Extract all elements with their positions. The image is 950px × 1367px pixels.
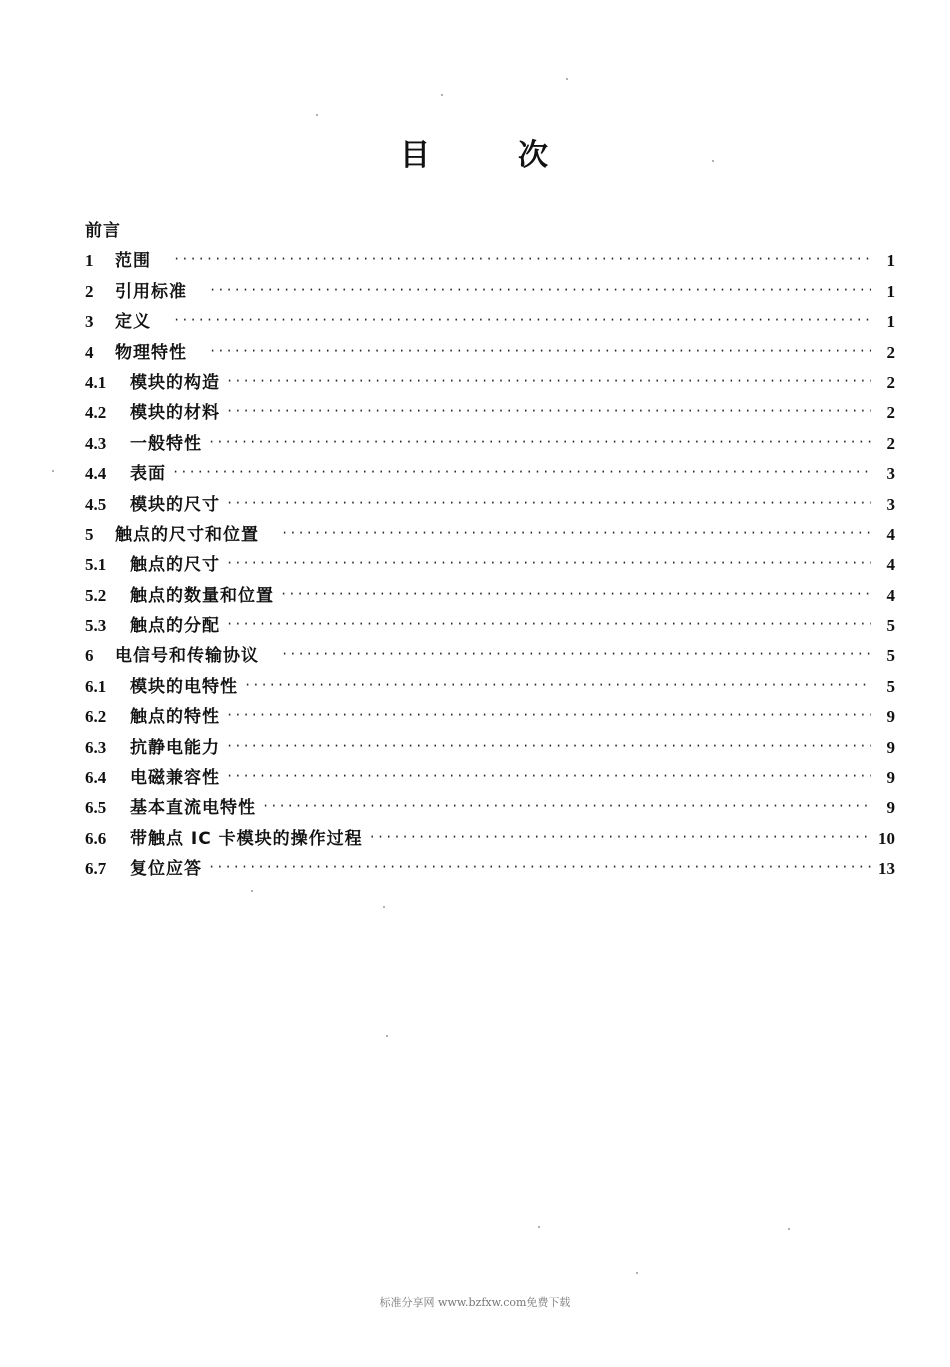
toc-entry-label: 一般特性: [130, 433, 202, 454]
toc-entry[interactable]: [85, 368, 895, 398]
toc-entry-page-number: 9: [886, 798, 895, 818]
toc-entry-label: 物理特性: [115, 342, 187, 363]
footer-watermark: 标准分享网 www.bzfxw.com免费下载: [379, 1296, 571, 1309]
toc-dot-leader: [280, 579, 871, 609]
toc-dot-leader: [226, 761, 871, 791]
toc-entry-page-number: 9: [886, 737, 895, 757]
toc-entry[interactable]: [85, 733, 895, 763]
scan-speck: [538, 1226, 540, 1228]
table-of-contents: [85, 216, 895, 885]
toc-entry-page-number: 4: [886, 524, 895, 544]
toc-entry-page-number: 4: [886, 555, 895, 575]
scan-speck: [383, 906, 385, 908]
toc-dot-leader: [208, 427, 871, 457]
toc-entry-number: 5.2: [85, 585, 107, 605]
toc-preface[interactable]: [85, 216, 895, 246]
toc-entry-page-number: 2: [886, 342, 895, 362]
toc-entry-label: 定义: [115, 312, 151, 333]
toc-entry-number: 4.2: [85, 403, 107, 423]
title-char-2: 次: [518, 138, 550, 173]
toc-dot-leader: [208, 852, 871, 882]
scan-speck: [386, 1035, 388, 1037]
toc-dot-leader: [226, 731, 871, 761]
toc-entry[interactable]: [85, 550, 895, 580]
title-char-1: 目: [400, 138, 432, 173]
scan-speck: [712, 160, 714, 162]
toc-entry-number: 1: [85, 251, 94, 271]
scan-speck: [788, 1228, 790, 1230]
toc-entry-number: 6: [85, 646, 94, 666]
toc-entry-page-number: 9: [886, 707, 895, 727]
toc-entry-label: 复位应答: [130, 859, 202, 880]
toc-entry[interactable]: [85, 793, 895, 823]
toc-entry[interactable]: [85, 520, 895, 550]
toc-entry-number: 6.7: [85, 859, 107, 879]
toc-entry-number: 4.5: [85, 494, 107, 514]
toc-dot-leader: [173, 305, 871, 335]
toc-entry-page-number: 3: [886, 464, 895, 484]
toc-entry-page-number: 13: [878, 859, 895, 879]
toc-dot-leader: [226, 609, 871, 639]
toc-dot-leader: [209, 336, 871, 366]
toc-entry[interactable]: [85, 277, 895, 307]
toc-entry-page-number: 2: [886, 433, 895, 453]
toc-entry[interactable]: [85, 307, 895, 337]
toc-dot-leader: [173, 244, 871, 274]
toc-dot-leader: [226, 396, 871, 426]
toc-entry-number: 3: [85, 312, 94, 332]
toc-entry[interactable]: [85, 581, 895, 611]
toc-entry-page-number: 2: [886, 403, 895, 423]
scan-speck: [52, 470, 54, 472]
toc-dot-leader: [226, 700, 871, 730]
toc-entry-number: 6.4: [85, 768, 107, 788]
toc-entry-label: 触点的分配: [130, 616, 220, 637]
toc-entry[interactable]: [85, 824, 895, 854]
toc-entry-label: 引用标准: [115, 281, 187, 302]
toc-entry-label: 基本直流电特性: [130, 798, 256, 819]
toc-preface-label: 前言: [85, 221, 121, 241]
toc-entry-label: 抗静电能力: [130, 737, 220, 758]
toc-entry[interactable]: [85, 246, 895, 276]
scan-speck: [251, 890, 253, 892]
toc-entry-page-number: 5: [886, 676, 895, 696]
toc-entry-label: 电磁兼容性: [130, 768, 220, 789]
toc-entry[interactable]: [85, 763, 895, 793]
toc-entry-page-number: 4: [886, 585, 895, 605]
toc-entry-label: 触点的数量和位置: [130, 585, 274, 606]
toc-entry-label: 触点的尺寸和位置: [115, 524, 259, 545]
toc-dot-leader: [172, 457, 871, 487]
toc-entry-number: 6.3: [85, 737, 107, 757]
toc-dot-leader: [262, 791, 871, 821]
toc-entry-page-number: 5: [886, 616, 895, 636]
toc-entry[interactable]: [85, 641, 895, 671]
toc-entry-page-number: 2: [886, 372, 895, 392]
toc-entry-label: 模块的尺寸: [130, 494, 220, 515]
toc-entry[interactable]: [85, 338, 895, 368]
toc-entry-page-number: 1: [886, 281, 895, 301]
toc-entry-number: 4.4: [85, 464, 107, 484]
toc-dot-leader: [244, 670, 871, 700]
toc-entry-label: 触点的尺寸: [130, 555, 220, 576]
toc-entry-label: 模块的构造: [130, 372, 220, 393]
toc-entry-page-number: 1: [886, 251, 895, 271]
toc-entry[interactable]: [85, 429, 895, 459]
toc-entry-number: 6.2: [85, 707, 107, 727]
toc-entries: [85, 246, 895, 884]
toc-entry-label: 模块的材料: [130, 403, 220, 424]
toc-entry-number: 6.5: [85, 798, 107, 818]
toc-entry-label: 模块的电特性: [130, 676, 238, 697]
toc-entry-label: 电信号和传输协议: [115, 646, 259, 667]
toc-entry[interactable]: [85, 459, 895, 489]
toc-entry[interactable]: [85, 702, 895, 732]
toc-entry-number: 5.3: [85, 616, 107, 636]
scan-speck: [566, 78, 568, 80]
toc-entry-number: 2: [85, 281, 94, 301]
toc-entry[interactable]: [85, 611, 895, 641]
toc-entry-number: 6.1: [85, 676, 107, 696]
toc-dot-leader: [226, 366, 871, 396]
toc-entry-page-number: 10: [878, 828, 895, 848]
toc-entry-label: 带触点 IC 卡模块的操作过程: [130, 828, 363, 849]
toc-dot-leader: [209, 275, 871, 305]
toc-entry-number: 4: [85, 342, 94, 362]
toc-entry-label: 触点的特性: [130, 707, 220, 728]
toc-entry[interactable]: [85, 490, 895, 520]
toc-entry-number: 4.1: [85, 372, 107, 392]
toc-dot-leader: [281, 518, 871, 548]
toc-dot-leader: [226, 488, 871, 518]
toc-entry[interactable]: [85, 672, 895, 702]
scan-speck: [441, 94, 443, 96]
toc-entry-number: 5.1: [85, 555, 107, 575]
page-title: [0, 130, 950, 174]
toc-entry-label: 表面: [130, 464, 166, 485]
toc-entry-number: 5: [85, 524, 94, 544]
toc-entry-page-number: 1: [886, 312, 895, 332]
toc-dot-leader: [281, 639, 871, 669]
scan-speck: [316, 114, 318, 116]
toc-entry-number: 6.6: [85, 828, 107, 848]
toc-entry-page-number: 5: [886, 646, 895, 666]
toc-entry[interactable]: [85, 398, 895, 428]
toc-entry-page-number: 3: [886, 494, 895, 514]
scan-speck: [636, 1272, 638, 1274]
toc-entry-number: 4.3: [85, 433, 107, 453]
toc-dot-leader: [226, 548, 871, 578]
toc-entry[interactable]: [85, 854, 895, 884]
toc-entry-page-number: 9: [886, 768, 895, 788]
toc-dot-leader: [369, 822, 871, 852]
toc-entry-label: 范围: [115, 251, 151, 272]
